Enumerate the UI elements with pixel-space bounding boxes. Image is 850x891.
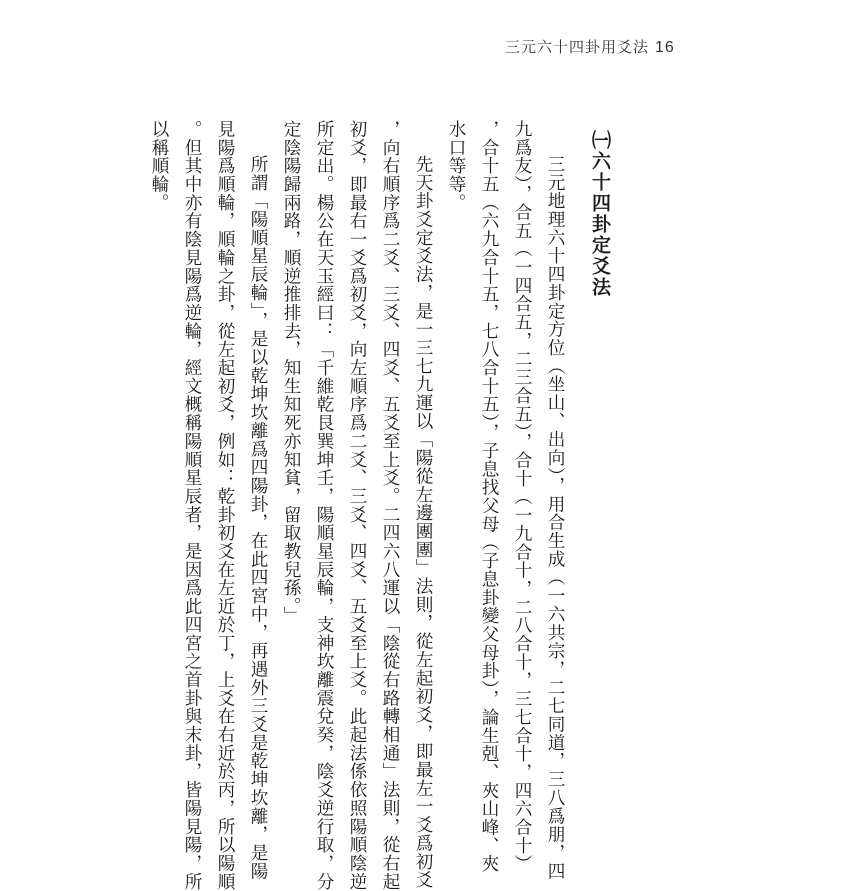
section-title: ㈠六十四卦定爻法 <box>589 130 611 298</box>
text-column-5: 先天卦爻定爻法，是一三七九運以「陽從左邊團團」法則，從左起初爻，即最左一爻爲初爻 <box>413 155 433 889</box>
text-column-13: 以稱順輪。 <box>149 120 169 212</box>
text-column-3: ，合十五（六九合十五，七八合十五），子息找父母（子息卦變父母卦），論生剋、夾山峰、夾 <box>479 120 499 874</box>
text-column-2: 九爲友），合五（一四合五，二三合五），合十（一九合十，二八合十，三七合十，四六合十） <box>512 120 532 874</box>
text-column-12: 。但其中亦有陰見陽爲逆輪，經文概稱陽順星辰者，是因爲此四宮之首卦與末卦，皆陽見陽，所 <box>182 120 202 891</box>
running-header <box>505 36 675 60</box>
text-column-11: 見陽爲順輪，順輪之卦，從左起初爻，例如：乾卦初爻在左近於丁，上爻在右近於丙，所以陽順 <box>215 120 235 891</box>
text-column-1: 三元地理六十四卦定方位（坐山、出向），用合生成（一六共宗，二七同道，三八爲朋，四 <box>545 155 565 881</box>
text-column-8: 所定出。楊公在天玉經曰：「千維乾艮巽坤壬，陽順星辰輪，支神坎離震兌癸，陰爻逆行取，分 <box>314 120 334 891</box>
text-column-10: 所謂「陽順星辰輪」，是以乾坤坎離爲四陽卦，在此四宮中，再遇外三爻是乾坤坎離，是陽 <box>248 155 268 881</box>
text-column-7: 初爻，即最右一爻爲初爻，向左順序爲二爻、三爻、四爻、五爻至上爻。此起法係依照陽順陰逆 <box>347 120 367 891</box>
running-title: 三元六十四卦用爻法 <box>505 38 650 56</box>
text-column-6: ，向右順序爲二爻、三爻、四爻、五爻至上爻。二四六八運以「陰從右路轉相通」法則，從右起 <box>380 120 400 891</box>
text-column-9: 定陰陽歸兩路，順逆推排去，知生知死亦知貧，留取教兒孫。」 <box>281 120 301 625</box>
page-number: 16 <box>655 39 675 56</box>
text-column-4: 水口等等。 <box>446 120 466 212</box>
